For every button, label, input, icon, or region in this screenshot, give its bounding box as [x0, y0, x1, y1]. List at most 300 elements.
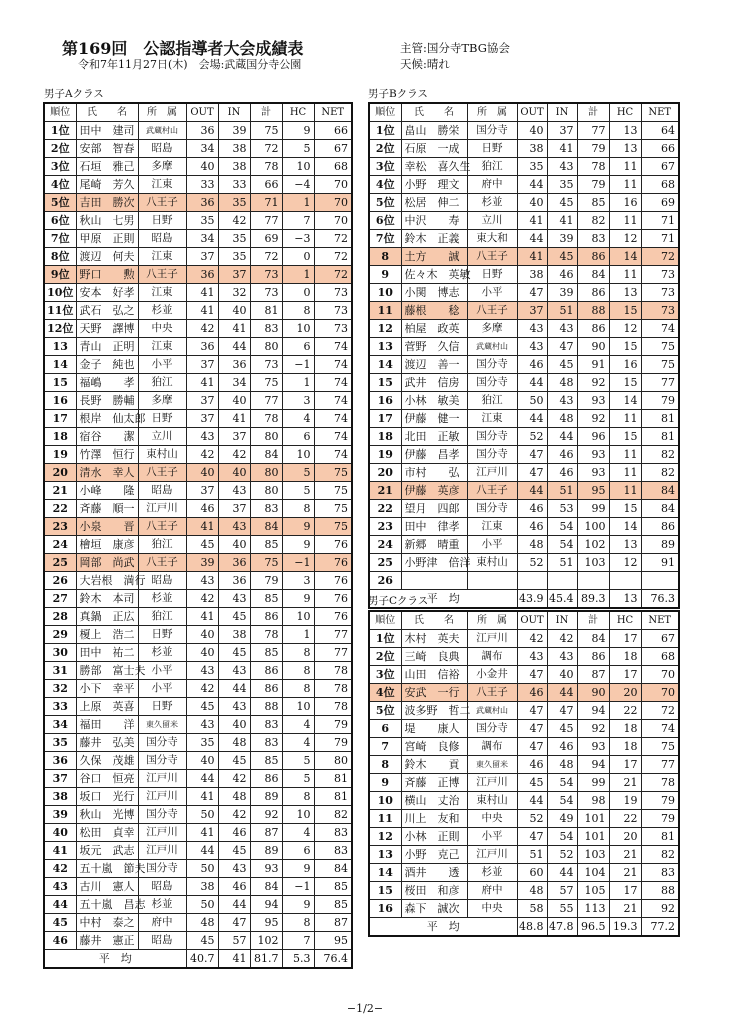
- table-row: [44, 896, 352, 914]
- net-score-cell: 70: [314, 212, 352, 230]
- name-header: 氏 名: [401, 611, 467, 630]
- table-row: [369, 266, 679, 284]
- handicap-cell: 5: [282, 770, 314, 788]
- hc-header: HC: [282, 103, 314, 122]
- out-score-cell: 43: [517, 338, 547, 356]
- rank-cell: 12: [369, 828, 401, 846]
- weather: 天候:晴れ: [400, 57, 450, 71]
- rank-cell: 22: [44, 500, 76, 518]
- in-score-cell: 41: [218, 410, 250, 428]
- name-cell: 小下 幸平: [76, 680, 138, 698]
- out-score-cell: 50: [186, 860, 218, 878]
- rank-cell: 19: [44, 446, 76, 464]
- table-row: [369, 482, 679, 500]
- rank-cell: 12位: [44, 320, 76, 338]
- name-cell: 小野津 倍洋: [401, 554, 467, 572]
- total-score-cell: 85: [577, 194, 609, 212]
- in-score-cell: 40: [218, 464, 250, 482]
- in-score-cell: 57: [547, 882, 577, 900]
- in-score-cell: 51: [547, 482, 577, 500]
- rank-cell: 11位: [44, 302, 76, 320]
- in-score-cell: 45: [218, 842, 250, 860]
- table-row: [369, 284, 679, 302]
- in-score-cell: 42: [218, 770, 250, 788]
- total-score-cell: 95: [250, 914, 282, 932]
- in-score-cell: 44: [218, 896, 250, 914]
- net-score-cell: 74: [641, 720, 679, 738]
- handicap-cell: 21: [609, 846, 641, 864]
- table-row: [44, 572, 352, 590]
- out-score-cell: 40: [517, 194, 547, 212]
- table-row: [44, 860, 352, 878]
- total-score-cell: 93: [577, 738, 609, 756]
- affiliation-cell: 杉並: [467, 194, 517, 212]
- name-cell: 田中 律孝: [401, 518, 467, 536]
- total-score-cell: 84: [250, 518, 282, 536]
- table-row: [44, 824, 352, 842]
- affiliation-cell: 八王子: [467, 248, 517, 266]
- out-score-cell: 35: [517, 158, 547, 176]
- affiliation-cell: 調布: [467, 648, 517, 666]
- name-cell: 吉田 勝次: [76, 194, 138, 212]
- handicap-cell: 18: [609, 720, 641, 738]
- out-score-cell: 46: [517, 518, 547, 536]
- name-cell: 安本 好孝: [76, 284, 138, 302]
- out-score-cell: 37: [517, 302, 547, 320]
- rank-cell: 6位: [44, 212, 76, 230]
- out-score-cell: 34: [186, 230, 218, 248]
- out-score-cell: 46: [517, 500, 547, 518]
- affiliation-cell: 国分寺: [138, 860, 186, 878]
- total-score-cell: 86: [250, 770, 282, 788]
- out-score-cell: 42: [186, 320, 218, 338]
- out-score-cell: 47: [517, 720, 547, 738]
- rank-cell: 21: [44, 482, 76, 500]
- out-score-cell: 48: [517, 882, 547, 900]
- affiliation-header: 所 属: [467, 611, 517, 630]
- in-score-cell: 40: [218, 536, 250, 554]
- table-row: [44, 842, 352, 860]
- handicap-cell: 15: [609, 428, 641, 446]
- in-score-cell: 51: [547, 302, 577, 320]
- in-score-cell: 45: [547, 194, 577, 212]
- table-row: [369, 666, 679, 684]
- handicap-cell: 5: [282, 482, 314, 500]
- affiliation-cell: 八王子: [467, 482, 517, 500]
- table-row: [369, 374, 679, 392]
- in-score-cell: 57: [218, 932, 250, 950]
- out-score-cell: 41: [186, 374, 218, 392]
- out-score-cell: 40: [186, 752, 218, 770]
- affiliation-cell: 八王子: [138, 464, 186, 482]
- handicap-cell: 5: [282, 752, 314, 770]
- rank-cell: 29: [44, 626, 76, 644]
- table-row: [44, 806, 352, 824]
- in-score-cell: 37: [218, 428, 250, 446]
- out-score-cell: 47: [517, 666, 547, 684]
- affiliation-cell: 日野: [138, 410, 186, 428]
- total-score-cell: 95: [577, 482, 609, 500]
- rank-cell: 8: [369, 756, 401, 774]
- handicap-cell: 20: [609, 828, 641, 846]
- net-score-cell: 86: [641, 518, 679, 536]
- out-header: OUT: [517, 611, 547, 630]
- in-score-cell: 54: [547, 774, 577, 792]
- rank-cell: 39: [44, 806, 76, 824]
- net-score-cell: 75: [314, 500, 352, 518]
- net-score-cell: 73: [314, 320, 352, 338]
- name-cell: 谷口 恒亮: [76, 770, 138, 788]
- average-net-cell: 77.2: [641, 918, 679, 937]
- in-score-cell: 47: [547, 702, 577, 720]
- rank-cell: 1位: [44, 122, 76, 140]
- handicap-cell: 12: [609, 320, 641, 338]
- net-score-cell: 83: [314, 824, 352, 842]
- handicap-cell: 3: [282, 572, 314, 590]
- net-score-cell: 89: [641, 536, 679, 554]
- table-row: [369, 810, 679, 828]
- handicap-cell: 18: [609, 648, 641, 666]
- average-row: [369, 590, 679, 609]
- rank-cell: 21: [369, 482, 401, 500]
- handicap-cell: 11: [609, 446, 641, 464]
- table-row: [369, 212, 679, 230]
- out-score-cell: 41: [517, 248, 547, 266]
- total-score-cell: 94: [577, 702, 609, 720]
- net-score-cell: 92: [641, 900, 679, 918]
- affiliation-cell: 杉並: [138, 302, 186, 320]
- total-score-cell: 92: [577, 720, 609, 738]
- average-row: [44, 950, 352, 969]
- name-cell: 檜垣 康彦: [76, 536, 138, 554]
- affiliation-cell: 国分寺: [138, 752, 186, 770]
- affiliation-cell: 武蔵村山: [467, 338, 517, 356]
- name-cell: 柏屋 政英: [401, 320, 467, 338]
- average-net-cell: 76.4: [314, 950, 352, 969]
- in-score-cell: 45: [547, 356, 577, 374]
- name-cell: 鈴木 正義: [401, 230, 467, 248]
- net-header: NET: [314, 103, 352, 122]
- average-row: [369, 918, 679, 937]
- net-score-cell: 69: [641, 194, 679, 212]
- average-label: 平 均: [369, 918, 517, 937]
- in-score-cell: 36: [218, 572, 250, 590]
- total-score-cell: 77: [250, 392, 282, 410]
- in-score-cell: 51: [547, 554, 577, 572]
- affiliation-cell: 狛江: [138, 374, 186, 392]
- table-row: [369, 630, 679, 648]
- table-header-row: [369, 611, 679, 630]
- table-row: [44, 140, 352, 158]
- total-score-cell: 85: [250, 536, 282, 554]
- affiliation-cell: 江戸川: [467, 846, 517, 864]
- name-cell: 長野 勝輔: [76, 392, 138, 410]
- handicap-cell: 6: [282, 338, 314, 356]
- out-score-cell: 39: [186, 554, 218, 572]
- total-score-cell: 85: [250, 752, 282, 770]
- table-header-row: [369, 103, 679, 122]
- rank-cell: 16: [369, 900, 401, 918]
- name-cell: 渡辺 善一: [401, 356, 467, 374]
- handicap-cell: 19: [609, 792, 641, 810]
- net-score-cell: 82: [314, 806, 352, 824]
- affiliation-cell: 日野: [467, 140, 517, 158]
- net-score-cell: 70: [641, 666, 679, 684]
- handicap-cell: 17: [609, 630, 641, 648]
- net-score-cell: 74: [314, 392, 352, 410]
- total-score-cell: 84: [577, 266, 609, 284]
- affiliation-cell: 昭島: [138, 482, 186, 500]
- out-score-cell: 37: [186, 248, 218, 266]
- handicap-cell: 17: [609, 756, 641, 774]
- rank-cell: 25: [44, 554, 76, 572]
- rank-cell: 7位: [369, 230, 401, 248]
- total-score-cell: 86: [577, 320, 609, 338]
- affiliation-cell: 国分寺: [467, 500, 517, 518]
- net-score-cell: 75: [314, 464, 352, 482]
- affiliation-cell: 中央: [138, 320, 186, 338]
- net-score-cell: 75: [641, 338, 679, 356]
- affiliation-cell: 八王子: [138, 194, 186, 212]
- out-score-cell: 45: [517, 774, 547, 792]
- rank-cell: 14: [369, 864, 401, 882]
- in-score-cell: 35: [218, 230, 250, 248]
- total-score-cell: 79: [250, 572, 282, 590]
- handicap-cell: 5: [282, 464, 314, 482]
- net-score-cell: 66: [641, 140, 679, 158]
- in-score-cell: 43: [218, 518, 250, 536]
- rank-cell: 34: [44, 716, 76, 734]
- net-score-cell: 75: [641, 738, 679, 756]
- total-score-cell: 86: [250, 608, 282, 626]
- total-score-cell: 100: [577, 518, 609, 536]
- total-score-cell: 69: [250, 230, 282, 248]
- name-cell: 田中 建司: [76, 122, 138, 140]
- table-row: [369, 302, 679, 320]
- total-score-cell: 71: [250, 194, 282, 212]
- handicap-cell: 8: [282, 302, 314, 320]
- affiliation-cell: 江東: [138, 248, 186, 266]
- in-score-cell: 43: [218, 662, 250, 680]
- out-score-cell: 37: [186, 410, 218, 428]
- out-score-cell: 52: [517, 810, 547, 828]
- table-row: [44, 626, 352, 644]
- affiliation-cell: 江東: [467, 518, 517, 536]
- out-score-cell: 44: [517, 792, 547, 810]
- table-row: [369, 648, 679, 666]
- table-row: [369, 572, 679, 590]
- affiliation-cell: 日野: [138, 698, 186, 716]
- average-total-cell: 81.7: [250, 950, 282, 969]
- table-row: [44, 176, 352, 194]
- in-score-cell: 39: [547, 284, 577, 302]
- rank-cell: 16: [44, 392, 76, 410]
- rank-cell: 15: [369, 882, 401, 900]
- name-header: 氏 名: [76, 103, 138, 122]
- out-score-cell: 42: [186, 680, 218, 698]
- net-score-cell: 81: [314, 770, 352, 788]
- name-cell: 五十嵐 節夫: [76, 860, 138, 878]
- net-score-cell: 78: [314, 662, 352, 680]
- net-header: NET: [641, 611, 679, 630]
- net-score-cell: 72: [314, 230, 352, 248]
- in-score-cell: 48: [218, 734, 250, 752]
- in-score-cell: 43: [547, 320, 577, 338]
- net-score-cell: 76: [314, 572, 352, 590]
- total-score-cell: 113: [577, 900, 609, 918]
- total-score-cell: 88: [577, 302, 609, 320]
- rank-cell: 10: [369, 284, 401, 302]
- name-cell: 古川 憲人: [76, 878, 138, 896]
- out-score-cell: 43: [517, 320, 547, 338]
- in-score-cell: 44: [218, 680, 250, 698]
- handicap-cell: 10: [282, 446, 314, 464]
- in-score-cell: 44: [547, 684, 577, 702]
- affiliation-cell: 日野: [138, 626, 186, 644]
- name-cell: 桜田 和彦: [401, 882, 467, 900]
- hc-header: HC: [609, 103, 641, 122]
- rank-cell: 18: [44, 428, 76, 446]
- net-score-cell: 79: [641, 810, 679, 828]
- out-score-cell: 35: [186, 212, 218, 230]
- name-cell: 秋山 光博: [76, 806, 138, 824]
- out-score-cell: 48: [186, 914, 218, 932]
- affiliation-cell: 昭島: [138, 140, 186, 158]
- out-score-cell: 44: [517, 230, 547, 248]
- total-score-cell: 92: [250, 806, 282, 824]
- out-score-cell: 52: [517, 554, 547, 572]
- average-total-cell: 96.5: [577, 918, 609, 937]
- total-score-cell: 93: [577, 464, 609, 482]
- handicap-cell: 21: [609, 774, 641, 792]
- total-score-cell: 86: [250, 662, 282, 680]
- name-cell: 佐々木 英敏: [401, 266, 467, 284]
- total-score-cell: 79: [577, 176, 609, 194]
- rank-cell: 11: [369, 302, 401, 320]
- rank-cell: 8: [369, 248, 401, 266]
- out-score-cell: 42: [186, 446, 218, 464]
- name-cell: 横山 丈治: [401, 792, 467, 810]
- name-cell: 小林 敏美: [401, 392, 467, 410]
- rank-cell: 27: [44, 590, 76, 608]
- rank-cell: 14: [44, 356, 76, 374]
- rank-cell: 6: [369, 720, 401, 738]
- name-cell: 竹澤 恒行: [76, 446, 138, 464]
- affiliation-cell: 江戸川: [138, 824, 186, 842]
- affiliation-cell: 国分寺: [467, 356, 517, 374]
- name-cell: 伊藤 英彦: [401, 482, 467, 500]
- net-score-cell: 79: [314, 734, 352, 752]
- out-score-cell: 45: [186, 536, 218, 554]
- total-score-cell: 89: [250, 842, 282, 860]
- net-score-cell: 76: [314, 554, 352, 572]
- in-score-cell: 47: [218, 914, 250, 932]
- rank-cell: 23: [44, 518, 76, 536]
- table-row: [44, 230, 352, 248]
- name-cell: 川上 友和: [401, 810, 467, 828]
- affiliation-cell: 杉並: [138, 896, 186, 914]
- handicap-cell: 9: [282, 518, 314, 536]
- out-header: OUT: [517, 103, 547, 122]
- in-score-cell: 54: [547, 828, 577, 846]
- table-row: [44, 338, 352, 356]
- handicap-cell: 16: [609, 356, 641, 374]
- name-cell: 松田 貞幸: [76, 824, 138, 842]
- name-cell: 斉藤 順一: [76, 500, 138, 518]
- name-cell: 石垣 雅己: [76, 158, 138, 176]
- net-score-cell: 85: [314, 878, 352, 896]
- rank-cell: 3位: [369, 158, 401, 176]
- handicap-cell: 0: [282, 284, 314, 302]
- affiliation-cell: 昭島: [138, 230, 186, 248]
- rank-cell: 37: [44, 770, 76, 788]
- net-score-cell: 72: [314, 248, 352, 266]
- out-score-cell: 40: [517, 122, 547, 140]
- handicap-cell: 15: [609, 302, 641, 320]
- total-score-cell: 83: [250, 320, 282, 338]
- average-total-cell: 89.3: [577, 590, 609, 609]
- table-row: [369, 536, 679, 554]
- rank-cell: 9: [369, 266, 401, 284]
- handicap-cell: 9: [282, 536, 314, 554]
- handicap-cell: 7: [282, 932, 314, 950]
- net-score-cell: 87: [314, 914, 352, 932]
- rank-cell: 20: [369, 464, 401, 482]
- name-cell: 堤 康人: [401, 720, 467, 738]
- in-score-cell: 38: [218, 626, 250, 644]
- total-score-cell: 83: [250, 734, 282, 752]
- table-row: [369, 176, 679, 194]
- name-cell: 岡部 尚武: [76, 554, 138, 572]
- rank-cell: 10位: [44, 284, 76, 302]
- total-score-cell: 75: [250, 554, 282, 572]
- name-cell: 坂口 光行: [76, 788, 138, 806]
- out-header: OUT: [186, 103, 218, 122]
- total-score-cell: 86: [577, 248, 609, 266]
- net-score-cell: 68: [641, 648, 679, 666]
- out-score-cell: 36: [186, 194, 218, 212]
- handicap-cell: −1: [282, 356, 314, 374]
- handicap-cell: 13: [609, 140, 641, 158]
- name-cell: 天野 譯博: [76, 320, 138, 338]
- name-cell: 望月 四郎: [401, 500, 467, 518]
- out-score-cell: 47: [517, 464, 547, 482]
- in-score-cell: 45: [218, 752, 250, 770]
- total-score-cell: 93: [577, 446, 609, 464]
- table-row: [44, 302, 352, 320]
- net-score-cell: 71: [641, 230, 679, 248]
- net-score-cell: 75: [641, 356, 679, 374]
- table-row: [369, 900, 679, 918]
- name-cell: 畠山 勝栄: [401, 122, 467, 140]
- net-score-cell: 82: [641, 846, 679, 864]
- net-score-cell: 79: [314, 716, 352, 734]
- total-header: 計: [577, 103, 609, 122]
- name-cell: 宮崎 良修: [401, 738, 467, 756]
- total-score-cell: 99: [577, 774, 609, 792]
- handicap-cell: 21: [609, 864, 641, 882]
- affiliation-cell: 江東: [138, 176, 186, 194]
- net-score-cell: 67: [641, 158, 679, 176]
- total-score-cell: 88: [250, 698, 282, 716]
- rank-cell: 8位: [44, 248, 76, 266]
- net-score-cell: 81: [314, 788, 352, 806]
- out-score-cell: 47: [517, 284, 547, 302]
- affiliation-cell: 狛江: [467, 392, 517, 410]
- total-score-cell: 104: [577, 864, 609, 882]
- average-out-cell: 48.8: [517, 918, 547, 937]
- table-row: [44, 878, 352, 896]
